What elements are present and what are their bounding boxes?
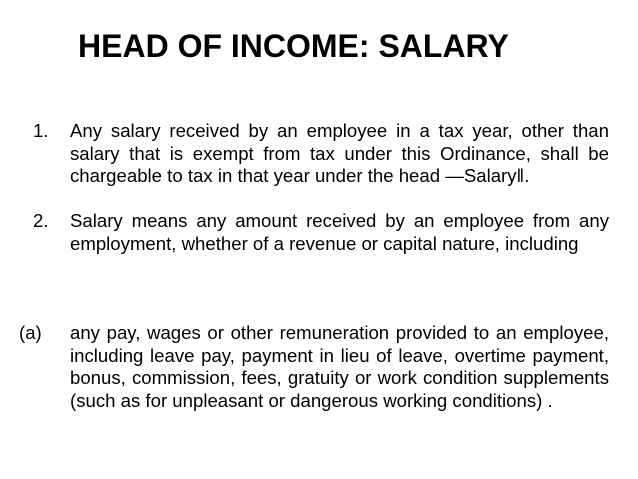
list-item-letter: (a) xyxy=(19,322,42,343)
list-item xyxy=(33,120,609,188)
list-item xyxy=(19,322,609,412)
slide-title: HEAD OF INCOME: SALARY xyxy=(78,28,509,64)
list-item-text: Salary means any amount received by an employee from any employment, whether of a revenue or capital nature, including xyxy=(70,210,609,254)
list-item-text: Any salary received by an employee in a tax year, other than salary that is exempt from tax under this Ordinance, shall be chargeable to tax in that year under the head ―Salary‖. xyxy=(70,120,609,186)
list-item-number: 1. xyxy=(33,120,49,141)
list-item-number: 2. xyxy=(33,210,49,231)
list-item xyxy=(33,210,609,255)
list-item-text: any pay, wages or other remuneration provided to an employee, including leave pay, payment in lieu of leave, overtime payment, bonus, commission, fees, gratuity or work condition supplements (such as for unpleasant or dangerous working conditions) . xyxy=(70,322,609,411)
